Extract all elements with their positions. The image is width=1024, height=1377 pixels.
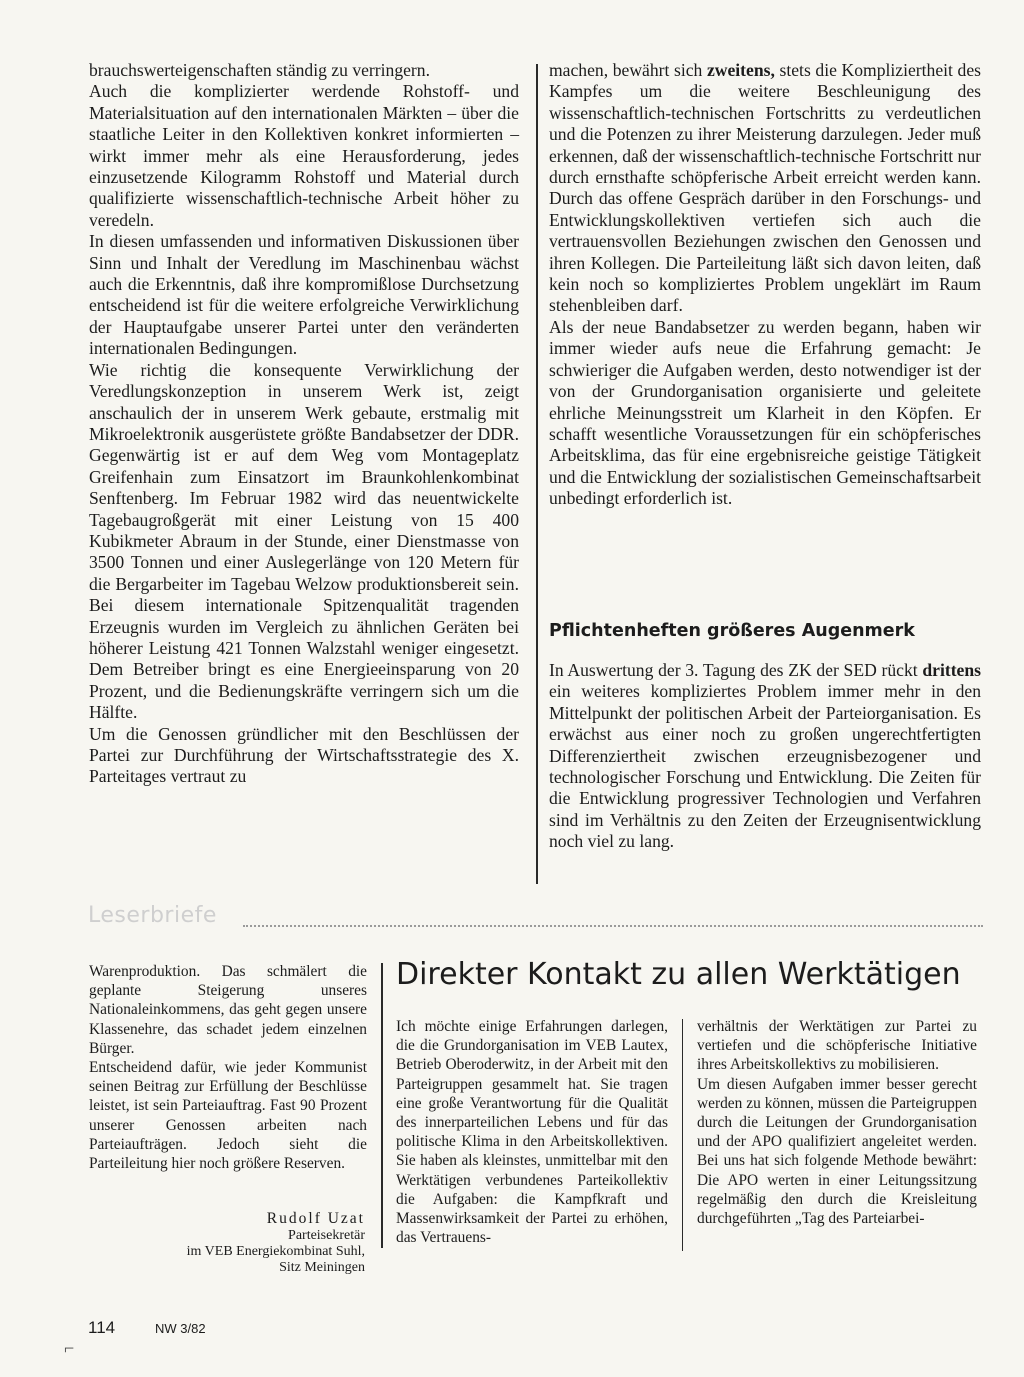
page-number: 114 (88, 1318, 116, 1337)
paragraph: Ich möchte einige Erfahrungen darlegen, die die Grundorganisation im VEB Lautex, Betrieb Oberoderwitz, in der Arbeit mit den Parteigruppen gesammelt hat. Sie tragen eine große Verantwortung für die Qualität des innerparteilichen Lebens und für das politische Klima in den Arbeitskollektiven. Sie haben als kleinstes, unmittelbar mit den Werktätigen verbundenes Parteikollektiv die Aufgaben: die Kampfkraft und Massenwirksamkeit der Partei zu erhöhen, das Vertrauens- (396, 1018, 668, 1247)
letter-column-middle (396, 1017, 668, 1247)
paragraph: machen, bewährt sich zweitens, stets die Kompliziertheit des Kampfes um die weitere Beschleunigung des wissenschaftlich-technischen Fortschritts zu verdeutlichen und die Potenzen zu ihrer Meisterung darzulegen. Jeder muß erkennen, daß der wissenschaftlich-technische Fortschritt nur durch ernsthafte schöpferische Arbeit erreicht werden kann. Durch das offene Gespräch darüber in den Forschungs- und Entwicklungskollektiven vertiefen sich auch die vertrauensvollen Beziehungen zwischen den Genossen und ihren Kollegen. Die Parteileitung läßt sich davon leiten, daß kein noch so kompliziertes Problem ungeklärt im Raum stehenbleiben darf. (549, 60, 981, 316)
letter-headline: Direkter Kontakt zu allen Werktätigen (396, 957, 961, 992)
author-location: Sitz Meiningen (279, 1260, 365, 1275)
column-divider (682, 1019, 683, 1251)
column-divider (381, 963, 383, 1248)
paragraph: Um die Genossen gründlicher mit den Beschlüssen der Partei zur Durchführung der Wirtschaftsstrategie des X. Parteitages vertraut zu (89, 723, 519, 787)
author-affiliation: im VEB Energiekombinat Suhl, (186, 1244, 365, 1259)
scan-mark: ⌐ (64, 1338, 75, 1358)
column-divider (536, 64, 538, 884)
emphasis: drittens (922, 660, 981, 680)
paragraph: Entscheidend dafür, wie jeder Kommunist seinen Beitrag zur Erfüllung der Beschlüsse leistet, ist sein Parteiauftrag. Fast 90 Prozent unserer Genossen arbeiten nach Parteiaufträgen. Jedoch sieht die Parteileitung hier noch größere Reserven. (89, 1059, 367, 1173)
author-role: Parteisekretär (288, 1228, 365, 1243)
issue-label: NW 3/82 (155, 1321, 206, 1336)
section-divider (243, 925, 983, 927)
signature-block (140, 1209, 365, 1276)
article-column-right-continued (549, 660, 981, 853)
letter-column-left (89, 962, 367, 1173)
paragraph: verhältnis der Werktätigen zur Partei zu vertiefen und die schöpferische Initiative ihres Arbeitskollektivs zu mobilisieren. (697, 1018, 977, 1074)
article-column-left (89, 60, 519, 788)
subheading: Pflichtenheften größeres Augenmerk (549, 621, 915, 641)
author-name: Rudolf Uzat (266, 1210, 365, 1227)
paragraph: In diesen umfassenden und informativen Diskussionen über Sinn und Inhalt der Veredlung im Maschinenbau wächst auch die Erkenntnis, daß ihre kompromißlose Durchsetzung entscheidend ist für die weitere erfolgreiche Verwirklichung der Hauptaufgabe unserer Partei unter den veränderten internationalen Bedingungen. (89, 231, 519, 359)
letter-column-right (697, 1017, 977, 1228)
paragraph: Um diesen Aufgaben immer besser gerecht werden zu können, müssen die Parteigruppen durch die Leitungen der Grundorganisation und der APO qualifiziert angeleitet werden. Bei uns hat sich folgende Methode bewährt: Die APO werten in einer Leitungssitzung regelmäßig den durch die Kreisleitung durchgeführten „Tag des Parteiarbei- (697, 1075, 977, 1228)
emphasis: zweitens, (706, 60, 775, 80)
paragraph: Warenproduktion. Das schmälert die geplante Steigerung unseres Nationaleinkommens, das geht gegen unsere Klassenehre, das schadet jedem einzelnen Bürger. (89, 963, 367, 1057)
section-label: Leserbriefe (88, 903, 217, 928)
article-column-right (549, 60, 981, 510)
paragraph: Wie richtig die konsequente Verwirklichung der Veredlungskonzeption in unserem Werk ist, zeigt anschaulich der in unserem Werk gebaute, erstmalig mit Mikroelektronik ausgerüstete größte Bandabsetzer der DDR. Gegenwärtig ist er auf dem Weg vom Montageplatz Greifenhain zum Einsatzort im Braunkohlenkombinat Senftenberg. Im Februar 1982 wird das neuentwickelte Tagebaugroßgerät mit einer Leistung von 15 400 Kubikmeter Abraum in der Stunde, einer Dienstmasse von 3500 Tonnen und einer Auslegerlänge von 120 Metern für die Bergarbeiter im Tagebau Welzow produktionsbereit sein. Bei diesem internationale Spitzenqualität tragenden Erzeugnis wurden im Vergleich zu ähnlichen Geräten bei höherer Leistung 421 Tonnen Walzstahl weniger eingesetzt. Dem Betreiber bringt es eine Energieeinsparung von 20 Prozent, und die Bedienungskräfte verringern sich um die Hälfte. (89, 359, 519, 723)
paragraph: Auch die komplizierter werdende Rohstoff- und Materialsituation auf den internationalen Märkten – über die staatliche Leiter in den Kollektiven konkret informierten – wirkt immer mehr als eine Herausforderung, jedes einzusetzende Kilogramm Rohstoff und Material durch qualifizierte wissenschaftlich-technische Arbeit höher zu veredeln. (89, 81, 519, 230)
paragraph: In Auswertung der 3. Tagung des ZK der SED rückt drittens ein weiteres kompliziertes Problem immer mehr in den Mittelpunkt der politischen Arbeit der Parteiorganisation. Es erwächst aus einer noch zu großen ungerechtfertigten Differenziertheit zwischen erzeugnisbezogener und technologischer Forschung und Entwicklung. Die Zeiten für die Entwicklung progressiver Technologien und Verfahren sind im Verhältnis zu den Zeiten der Erzeugnisentwicklung noch viel zu lang. (549, 660, 981, 852)
paragraph: Als der neue Bandabsetzer zu werden begann, haben wir immer wieder aufs neue die Erfahrung gemacht: Je schwieriger die Aufgaben werden, desto notwendiger ist der von der Grundorganisation organisierte und geleitete ehrliche Meinungsstreit um Klarheit in den Köpfen. Er schafft wesentliche Voraussetzungen für ein schöpferisches Arbeitsklima, das für eine ergebnisreiche geistige Tätigkeit und die Entwicklung der sozialistischen Gemeinschaftsarbeit unbedingt erforderlich ist. (549, 316, 981, 509)
paragraph: brauchswerteigenschaften ständig zu verringern. (89, 60, 430, 80)
